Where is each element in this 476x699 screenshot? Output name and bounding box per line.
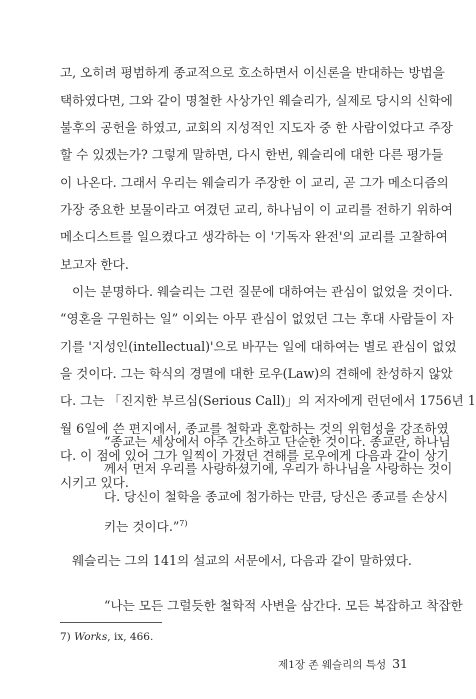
text-line: 할 수 있겠는가? 그렇게 말하면, 다시 한번, 웨슬리에 대한 다른 평가들 xyxy=(60,147,444,162)
text-line: 메소디스트를 일으켰다고 생각하는 이 '기독자 완전'의 교리를 고찰하여 xyxy=(60,229,448,244)
text-line: “영혼을 구원하는 일” 이외는 아무 관심이 없었던 그는 후대 사람들이 자 xyxy=(60,311,454,326)
footnote-number: 7) xyxy=(60,631,71,643)
text-line: 을 것이다. 그는 학식의 경멸에 대한 로우(Law)의 견해에 찬성하지 않았 xyxy=(60,366,453,381)
paragraph-3: 웨슬리는 그의 141의 설교의 서문에서, 다음과 같이 말하였다. xyxy=(72,553,412,568)
text-line: 고, 오히려 평범하게 종교적으로 호소하면서 이신론을 반대하는 방법을 xyxy=(60,65,445,80)
text-line: 월 6일에 쓴 편지에서, 종교를 철학과 혼합하는 것의 위험성을 강조하였 xyxy=(60,421,449,436)
text-line: 시키고 있다. xyxy=(60,475,129,490)
block-quote-2-first-line: “나는 모든 그럴듯한 철학적 사변을 삼간다. 모든 복잡하고 착잡한 xyxy=(104,598,463,613)
footnote-work: Works xyxy=(74,631,108,643)
page-number: 31 xyxy=(392,656,408,671)
text-line: 이는 분명하다. 웨슬리는 그런 질문에 대하여는 관심이 없었을 것이다. xyxy=(72,284,453,299)
quote-line: 키는 것이다.”$^{7)}$ xyxy=(104,519,188,535)
text-line: 보고자 한다. xyxy=(60,257,129,272)
text-line: 기를 '지성인(intellectual)'으로 바꾸는 일에 대하여는 별로 관심이 없었 xyxy=(60,339,457,354)
text-line: 이 나온다. 그래서 우리는 웨슬리가 주장한 이 교리, 곧 그가 메소디즘의 xyxy=(60,175,449,190)
text-line: 불후의 공헌을 하였고, 교회의 지성적인 지도자 중 한 사람이었다고 주장 xyxy=(60,120,453,135)
text-line: 가장 중요한 보물이라고 여겼던 교리, 하나님이 이 교리를 전하기 위하여 xyxy=(60,202,453,217)
text-line: 다. 이 점에 있어 그가 일찍이 가졌던 견해를 로우에게 다음과 같이 상기 xyxy=(60,448,449,463)
footnote-rule xyxy=(60,622,162,623)
footnote xyxy=(60,630,153,644)
running-footer-label: 제1장 존 웨슬리의 특성 xyxy=(278,659,387,671)
running-footer xyxy=(278,657,408,672)
quote-line: 다. 당신이 철학을 종교에 첨가하는 만큼, 당신은 종교를 손상시 xyxy=(104,489,449,504)
quote-line: “종교는 세상에서 아주 간소하고 단순한 것이다. 종교란, 하나님 xyxy=(104,434,451,449)
footnote-reference: , ix, 466. xyxy=(107,631,154,643)
text-line: 택하였다면, 그와 같이 명철한 사상가인 웨슬리가, 실제로 당시의 신학에 xyxy=(60,93,453,108)
text-line: 다. 그는 「진지한 부르심(Serious Call)」의 저자에게 런던에서 1756년 1 xyxy=(60,393,476,408)
quote-line: 께서 먼저 우리를 사랑하셨기에, 우리가 하나님을 사랑하는 것이 xyxy=(104,461,453,476)
footnote-reference-mark: 7) xyxy=(179,519,188,528)
